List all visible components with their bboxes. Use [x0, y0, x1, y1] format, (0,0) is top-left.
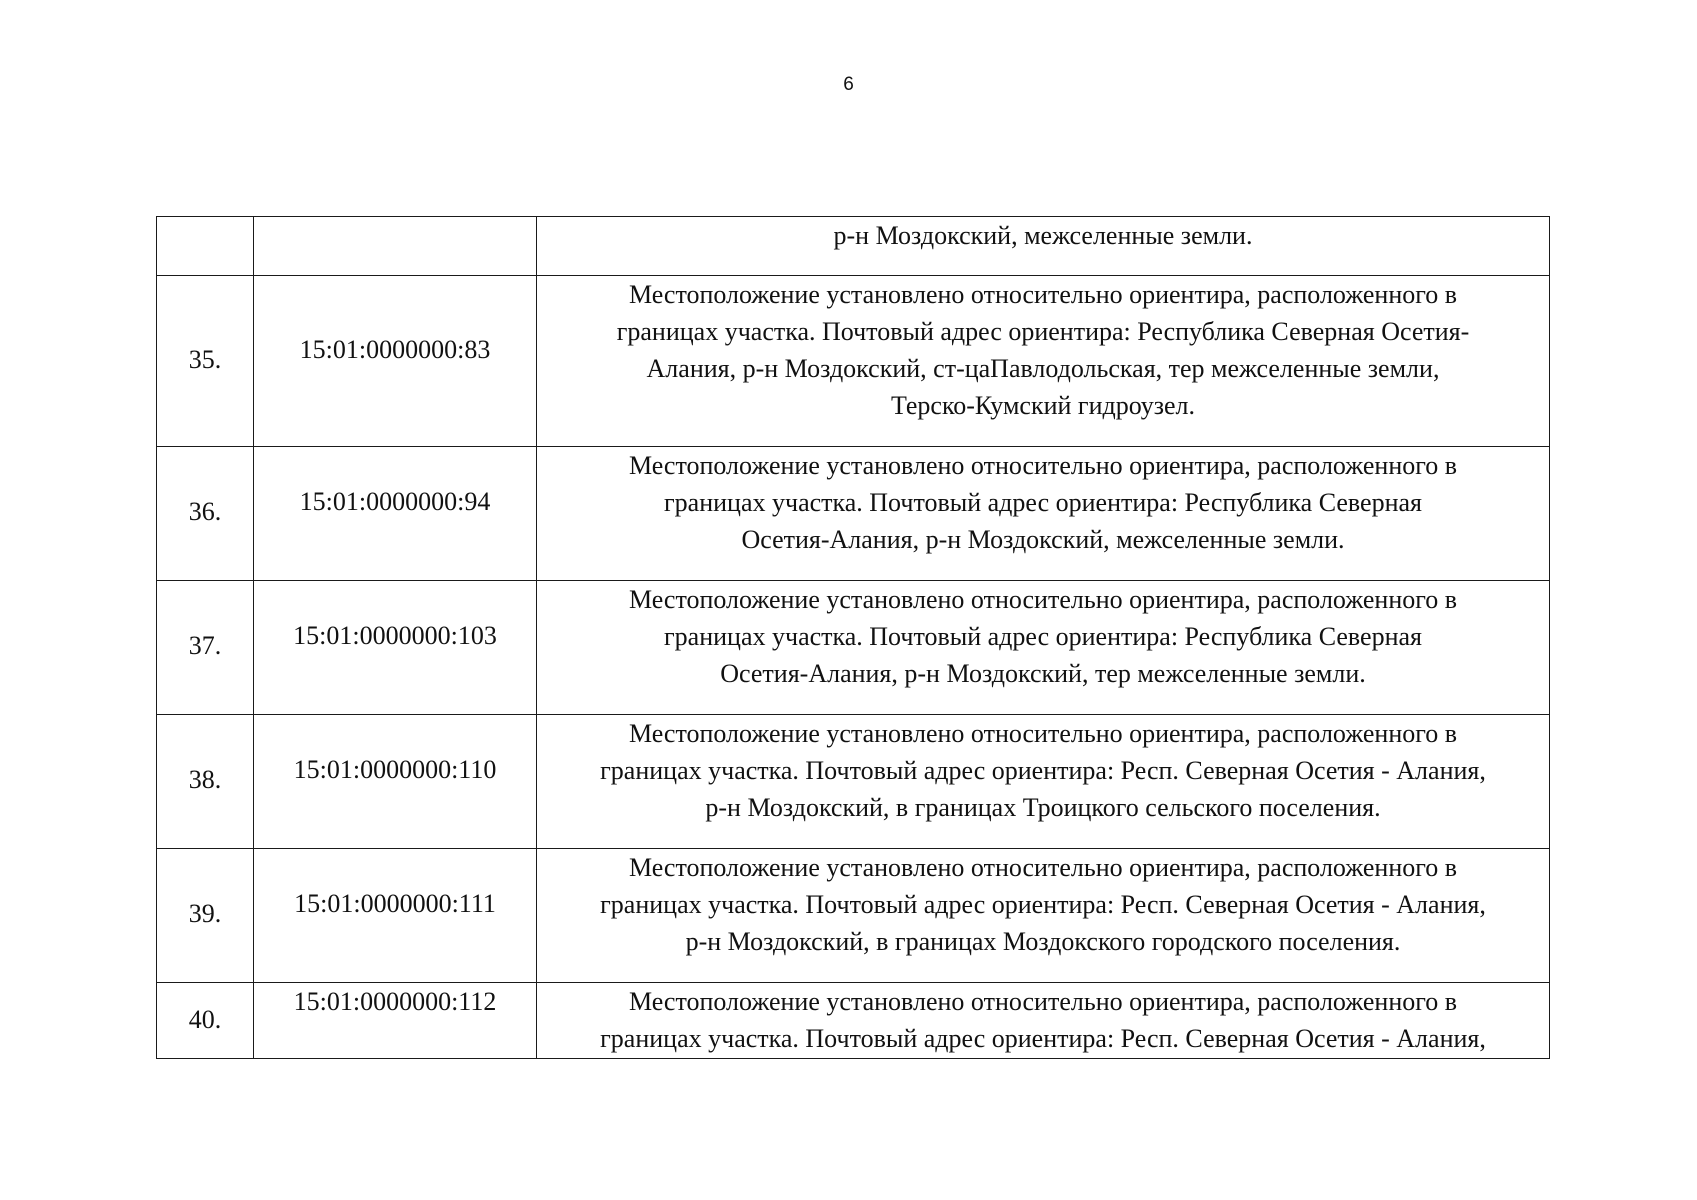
location-line: р-н Моздокский, в границах Троицкого сельского поселения. [705, 793, 1381, 822]
location-line: Терско-Кумский гидроузел. [890, 391, 1196, 420]
cadastral-number-cell [254, 217, 537, 276]
table-row-continuation [157, 217, 1550, 276]
location-line: р-н Моздокский, в границах Моздокского городского поселения. [685, 927, 1401, 956]
cadastral-number-cell: 15:01:0000000:112 [254, 983, 537, 1059]
location-line: Алания, р-н Моздокский, ст-цаПавлодольская, тер межселенные земли, [646, 354, 1440, 383]
row-number-cell [157, 217, 254, 276]
row-number-cell: 37. [157, 581, 254, 715]
cadastral-number-cell: 15:01:0000000:94 [254, 447, 537, 581]
location-line: Местоположение установлено относительно ориентира, расположенного в [628, 280, 1458, 309]
row-number-cell: 36. [157, 447, 254, 581]
row-number-cell: 38. [157, 715, 254, 849]
location-line: границах участка. Почтовый адрес ориентира: Респ. Северная Осетия - Алания, [600, 756, 1486, 785]
table-row [157, 983, 1550, 1059]
location-cell [537, 447, 1550, 581]
cadastral-number-cell: 15:01:0000000:110 [254, 715, 537, 849]
location-line: границах участка. Почтовый адрес ориентира: Республика Северная [664, 488, 1422, 517]
location-cell [537, 276, 1550, 447]
location-line: границах участка. Почтовый адрес ориентира: Респ. Северная Осетия - Алания, [600, 890, 1486, 919]
location-line: Осетия-Алания, р-н Моздокский, межселенные земли. [741, 525, 1345, 554]
location-cell [537, 983, 1550, 1059]
location-line: Местоположение установлено относительно ориентира, расположенного в [628, 719, 1458, 748]
table-row [157, 849, 1550, 983]
cadastral-number-cell: 15:01:0000000:83 [254, 276, 537, 447]
location-cell [537, 581, 1550, 715]
location-line: Местоположение установлено относительно ориентира, расположенного в [628, 853, 1458, 882]
land-plot-table [156, 216, 1550, 1059]
row-number-cell: 39. [157, 849, 254, 983]
location-line: границах участка. Почтовый адрес ориентира: Республика Северная [664, 622, 1422, 651]
page-number: 6 [843, 74, 854, 95]
row-number-cell: 35. [157, 276, 254, 447]
location-cell [537, 849, 1550, 983]
location-line: Местоположение установлено относительно ориентира, расположенного в [628, 987, 1458, 1016]
row-number-cell: 40. [157, 983, 254, 1059]
table-row [157, 581, 1550, 715]
table-row [157, 715, 1550, 849]
table-row [157, 276, 1550, 447]
table-row [157, 447, 1550, 581]
cadastral-number-cell: 15:01:0000000:111 [254, 849, 537, 983]
location-cell [537, 715, 1550, 849]
location-cell [537, 217, 1550, 276]
location-line: р-н Моздокский, межселенные земли. [833, 221, 1253, 250]
location-line: границах участка. Почтовый адрес ориентира: Респ. Северная Осетия - Алания, [600, 1024, 1486, 1053]
location-line: Местоположение установлено относительно ориентира, расположенного в [628, 451, 1458, 480]
location-line: Осетия-Алания, р-н Моздокский, тер межселенные земли. [720, 659, 1366, 688]
location-line: границах участка. Почтовый адрес ориентира: Республика Северная Осетия- [616, 317, 1470, 346]
cadastral-number-cell: 15:01:0000000:103 [254, 581, 537, 715]
location-line: Местоположение установлено относительно ориентира, расположенного в [628, 585, 1458, 614]
